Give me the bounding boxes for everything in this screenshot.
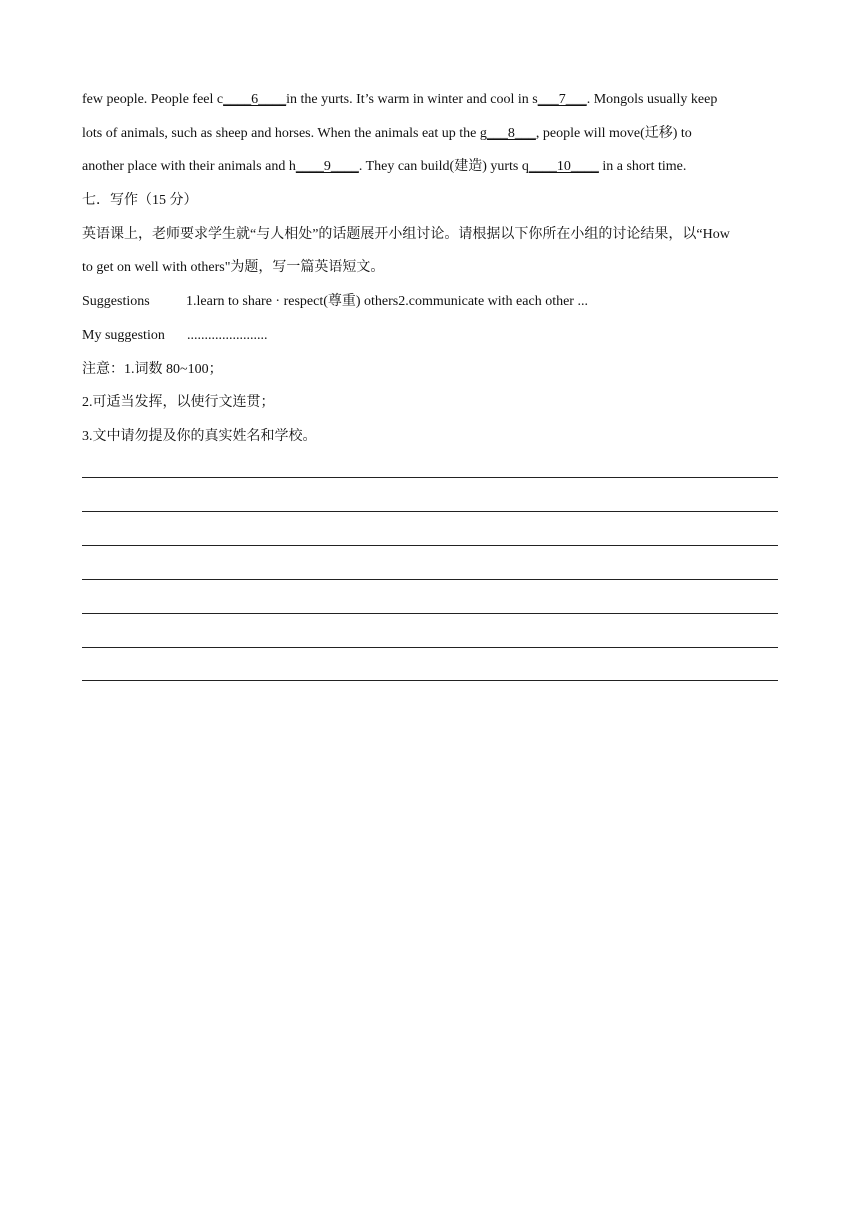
- passage-text: lots of animals, such as sheep and horses. When the animals eat up the g: [82, 125, 487, 141]
- blank-6: ____6____: [223, 92, 287, 107]
- note-1: 注意：1.词数 80~100；: [82, 361, 223, 377]
- blank-8: ___8___: [486, 125, 536, 141]
- writing-line: [82, 545, 778, 546]
- writing-line: [82, 511, 778, 512]
- passage-text: another place with their animals and h: [82, 159, 296, 175]
- passage-line-1: [82, 86, 778, 120]
- prompt-line-1: 英语课上，老师要求学生就“与人相处”的话题展开小组讨论。请根据以下你所在小组的讨论结果，以“How: [82, 226, 730, 242]
- passage-text: . They can build(建造) yurts q: [358, 159, 529, 175]
- writing-line: [82, 579, 778, 580]
- writing-line: [82, 477, 778, 478]
- note-2: 2.可适当发挥，以使行文连贯；: [82, 395, 275, 411]
- suggestions-label: Suggestions: [82, 294, 150, 310]
- prompt-line-2: to get on well with others"为题，写一篇英语短文。: [82, 260, 385, 276]
- passage-text: . Mongols usually keep: [586, 92, 718, 107]
- my-suggestion-label: My suggestion: [82, 327, 165, 343]
- passage-text: in the yurts. It’s warm in winter and cool in s: [286, 92, 538, 107]
- passage-line-2: [82, 120, 778, 154]
- writing-line: [82, 613, 778, 614]
- my-suggestion-row: [82, 322, 778, 356]
- note-3: 3.文中请勿提及你的真实姓名和学校。: [82, 428, 317, 444]
- blank-7: ___7___: [537, 92, 587, 107]
- passage-text: , people will move(迁移) to: [535, 125, 692, 141]
- writing-line: [82, 680, 778, 681]
- passage-line-3: [82, 153, 778, 187]
- suggestions-text: 1.learn to share · respect(尊重) others2.communicate with each other ...: [186, 294, 588, 310]
- document-page: [82, 86, 778, 457]
- writing-line: [82, 647, 778, 648]
- suggestions-row: [82, 288, 778, 322]
- passage-text: few people. People feel c: [82, 92, 224, 107]
- my-suggestion-text: .......................: [187, 327, 268, 343]
- blank-10: ____10____: [528, 159, 599, 175]
- blank-9: ____9____: [295, 159, 359, 175]
- passage-text: in a short time.: [598, 159, 687, 175]
- section-heading: 七．写作（15 分）: [82, 193, 198, 209]
